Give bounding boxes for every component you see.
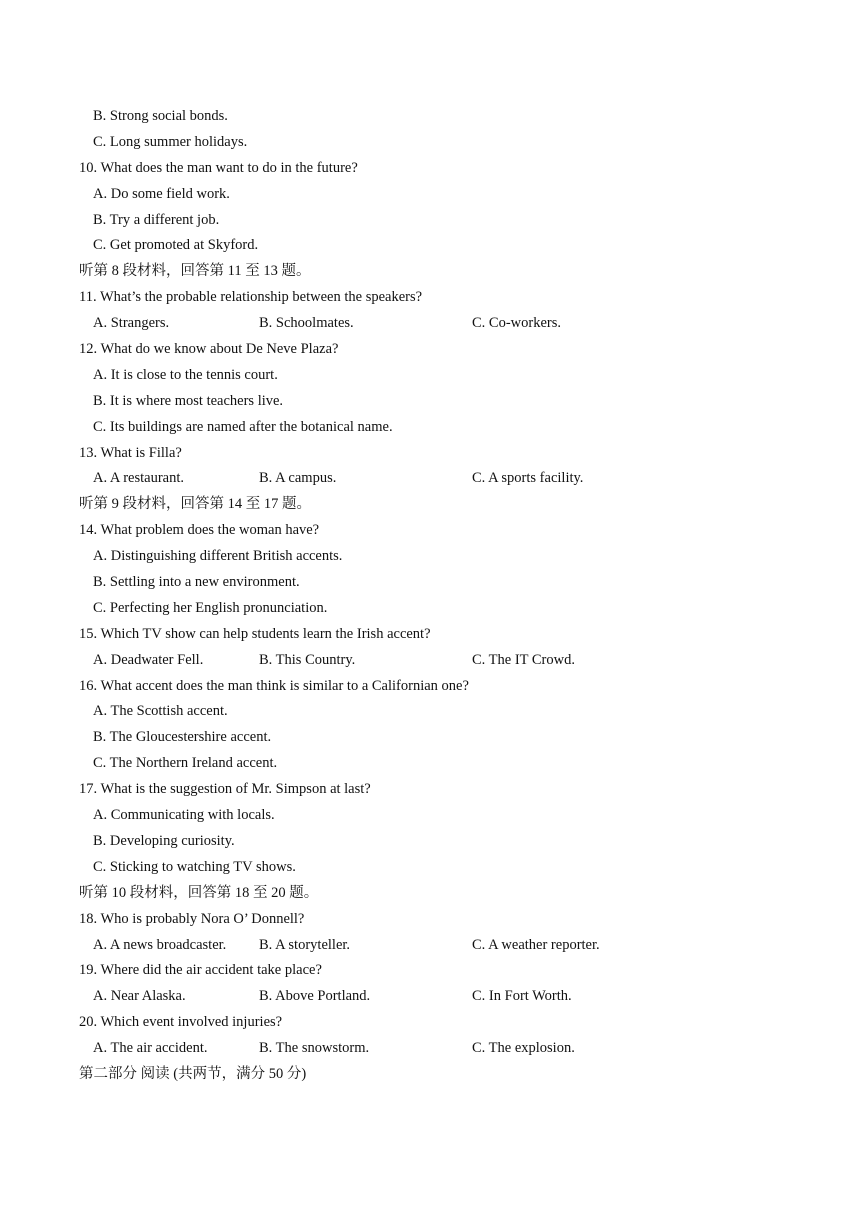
option-text: B. Developing curiosity. bbox=[93, 832, 235, 849]
option-text: B. Strong social bonds. bbox=[93, 108, 228, 124]
option-text: C. Get promoted at Skyford. bbox=[93, 237, 259, 254]
option-b: B. A campus. bbox=[259, 470, 337, 487]
document-page bbox=[0, 104, 860, 1088]
option-text: B. The Gloucestershire accent. bbox=[93, 729, 272, 746]
option-c: C. In Fort Worth. bbox=[472, 988, 572, 1005]
option-row bbox=[0, 984, 860, 1010]
option-a: A. Near Alaska. bbox=[93, 988, 186, 1005]
question-text: 13. What is Filla? bbox=[79, 444, 182, 461]
option-b: B. Above Portland. bbox=[259, 988, 371, 1005]
option-c: C. A weather reporter. bbox=[472, 936, 600, 953]
question-text: 16. What accent does the man think is similar to a Californian one? bbox=[79, 677, 469, 694]
option-text: A. Do some field work. bbox=[93, 185, 230, 202]
option-row bbox=[0, 648, 860, 674]
option-a: A. Strangers. bbox=[93, 315, 170, 332]
option-text: A. Distinguishing different British accents. bbox=[93, 548, 343, 565]
question-text: 11. What’s the probable relationship between the speakers? bbox=[79, 289, 423, 306]
question-text: 12. What do we know about De Neve Plaza? bbox=[79, 341, 339, 358]
option-c: C. The IT Crowd. bbox=[472, 651, 575, 668]
option-b: B. This Country. bbox=[259, 651, 356, 668]
question-text: 19. Where did the air accident take place? bbox=[79, 962, 322, 979]
option-text: C. Perfecting her English pronunciation. bbox=[93, 599, 328, 616]
option-row bbox=[0, 311, 860, 337]
option-b: B. Schoolmates. bbox=[259, 315, 354, 332]
question-text: 14. What problem does the woman have? bbox=[79, 522, 320, 539]
option-a: A. A news broadcaster. bbox=[93, 936, 227, 953]
option-c: C. A sports facility. bbox=[472, 470, 584, 487]
option-a: A. A restaurant. bbox=[93, 470, 185, 487]
option-text: C. The Northern Ireland accent. bbox=[93, 755, 278, 772]
option-b: B. A storyteller. bbox=[259, 936, 351, 953]
option-c: C. The explosion. bbox=[472, 1040, 575, 1057]
option-text: B. Try a different job. bbox=[93, 211, 220, 228]
option-text: B. It is where most teachers live. bbox=[93, 392, 284, 409]
option-row bbox=[0, 466, 860, 492]
option-a: A. Deadwater Fell. bbox=[93, 651, 204, 668]
option-c: C. Co-workers. bbox=[472, 315, 562, 332]
section-heading: 第二部分 阅读 (共两节，满分 50 分) bbox=[79, 1065, 307, 1082]
question-text: 15. Which TV show can help students learn the Irish accent? bbox=[79, 625, 431, 642]
option-row bbox=[0, 933, 860, 959]
question-text: 10. What does the man want to do in the future? bbox=[79, 159, 358, 176]
question-text: 17. What is the suggestion of Mr. Simpson at last? bbox=[79, 781, 371, 798]
option-a: A. The air accident. bbox=[93, 1040, 208, 1057]
question-text: 18. Who is probably Nora O’ Donnell? bbox=[79, 910, 305, 927]
option-b: B. The snowstorm. bbox=[259, 1040, 370, 1057]
option-text: A. It is close to the tennis court. bbox=[93, 366, 278, 383]
option-text: B. Settling into a new environment. bbox=[93, 574, 300, 591]
section-heading: 听第 8 段材料，回答第 11 至 13 题。 bbox=[79, 263, 311, 280]
option-text: C. Sticking to watching TV shows. bbox=[93, 858, 296, 875]
section-heading: 听第 10 段材料，回答第 18 至 20 题。 bbox=[79, 884, 319, 901]
question-text: 20. Which event involved injuries? bbox=[79, 1014, 283, 1031]
option-text: A. Communicating with locals. bbox=[93, 807, 275, 824]
option-text: A. The Scottish accent. bbox=[93, 703, 228, 720]
option-row bbox=[0, 1036, 860, 1062]
option-text: C. Long summer holidays. bbox=[93, 133, 248, 150]
option-text: C. Its buildings are named after the botanical name. bbox=[93, 418, 393, 435]
section-heading: 听第 9 段材料，回答第 14 至 17 题。 bbox=[79, 496, 311, 513]
